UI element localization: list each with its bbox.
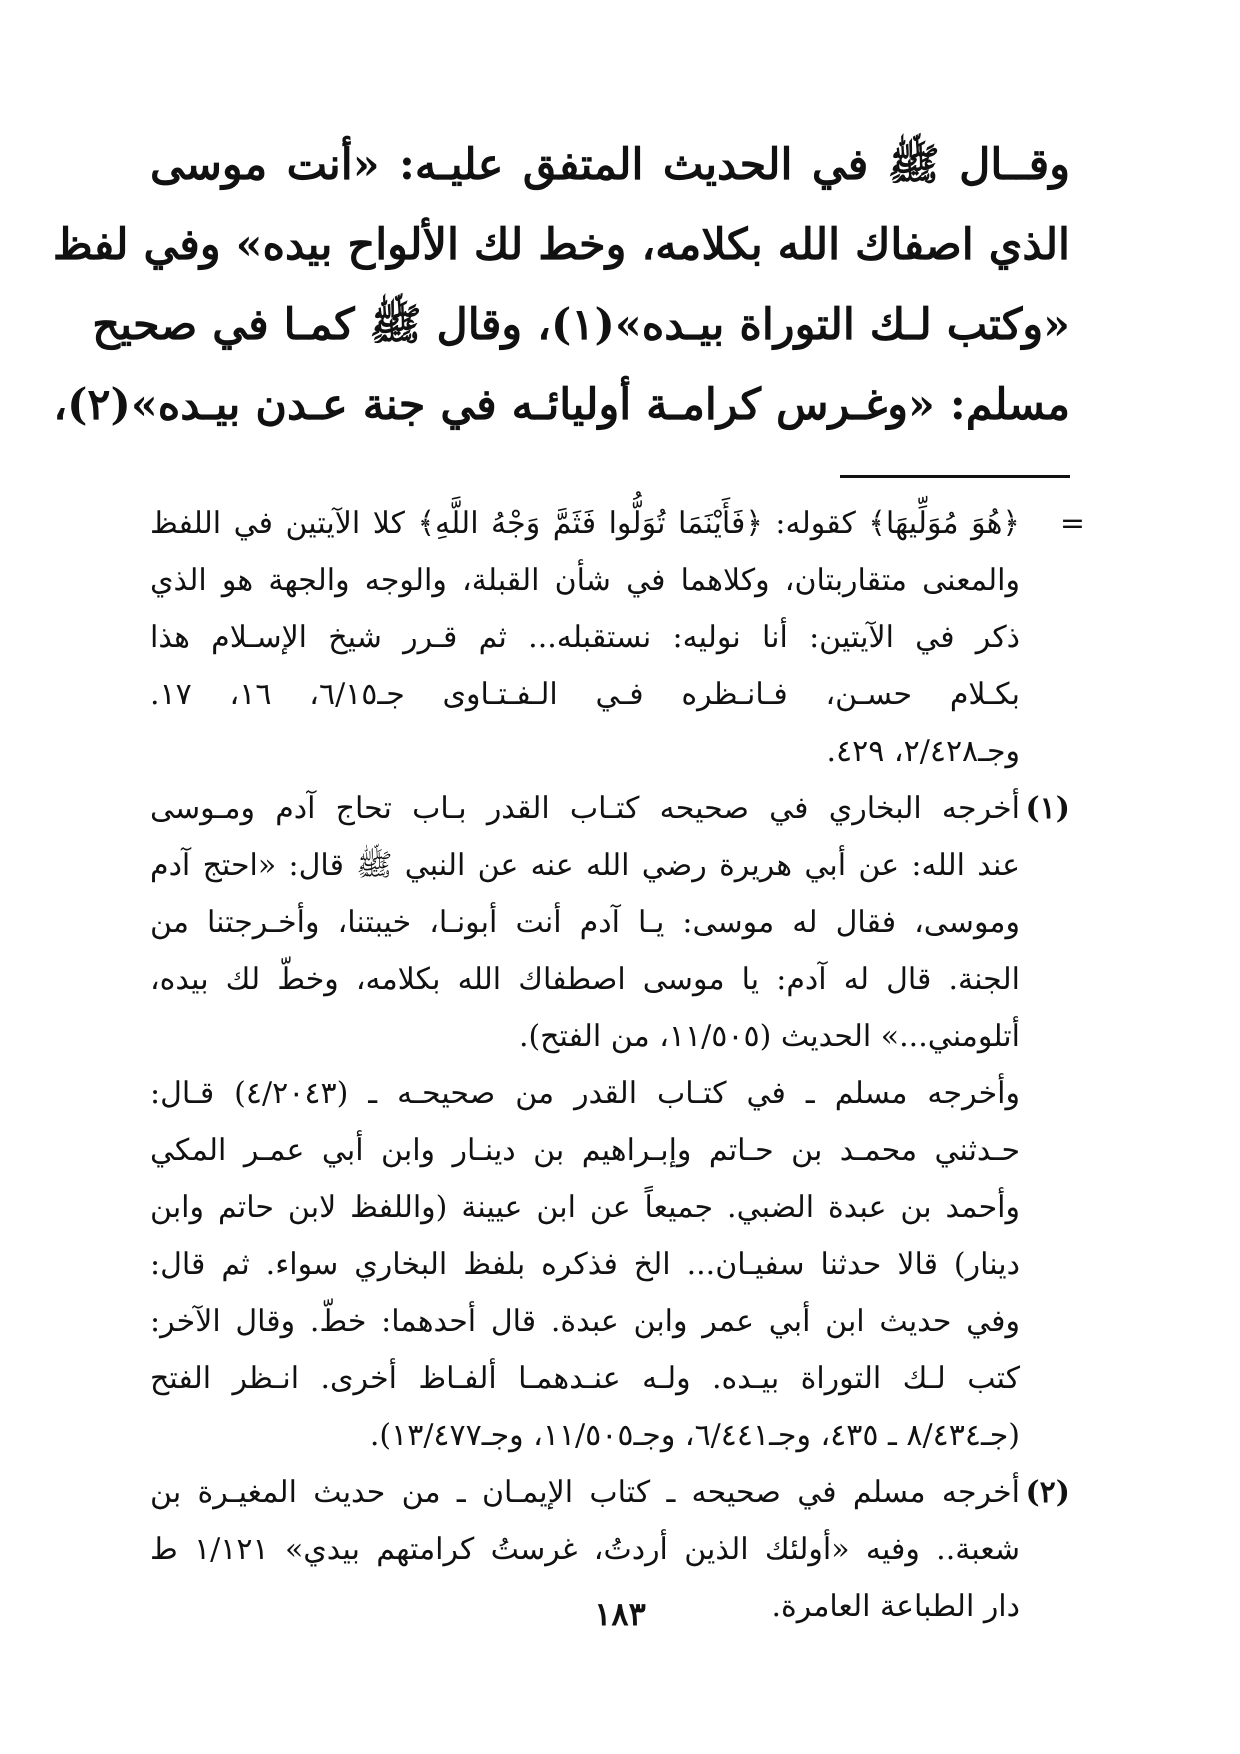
footnote-line: دينار) قالا حدثنا سفيـان... الخ فذكره بلفظ البخاري سواء. ثم قال: — [150, 1247, 1020, 1282]
footnote-line: أتلومني...» الحديث (١١/٥٠٥، من الفتح). — [518, 1019, 1020, 1054]
footnote-line: وأحمد بن عبدة الضبي. جميعاً عن ابن عيينة (واللفظ لابن حاتم وابن — [150, 1190, 1020, 1225]
footnote-line: ذكر في الآيتين: أنا نوليه: نستقبله... ثم قـرر شيخ الإسـلام هذا — [150, 620, 1020, 655]
main-text — [52, 125, 1070, 445]
footnote-line: الجنة. قال له آدم: يا موسى اصطفاك الله بكلامه، وخطّ لك بيده، — [150, 962, 1020, 997]
footnote-separator — [840, 475, 1070, 478]
footnote-line: وجـ٢/٤٢٨، ٤٢٩. — [826, 734, 1020, 769]
footnote-line: (جـ٨/٤٣٤ ـ ٤٣٥، وجـ٦/٤٤١، وجـ١١/٥٠٥، وجـ١٣/٤٧٧). — [369, 1418, 1020, 1453]
footnote-line: والمعنى متقاربتان، وكلاهما في شأن القبلة، والوجه والجهة هو الذي — [150, 563, 1020, 598]
footnote-line: دار الطباعة العامرة. — [771, 1589, 1020, 1624]
page-number: ١٨٣ — [594, 1595, 646, 1633]
continuation-marker: = — [1059, 506, 1085, 541]
footnote-line: عند الله: عن أبي هريرة رضي الله عنه عن النبي ﷺ قال: «احتج آدم — [150, 848, 1020, 883]
footnote-line: كتب لـك التوراة بيـده. ولـه عنـدهمـا ألفـاظ أخرى. انـظر الفتح — [150, 1361, 1020, 1396]
footnote-continuation — [150, 495, 1085, 780]
footnote-line: وموسى، فقال له موسى: يـا آدم أنت أبونـا، خيبتنا، وأخـرجتنا من — [150, 905, 1020, 940]
footnote-number: (٢) — [1025, 1475, 1070, 1510]
footnote-line: ﴿هُوَ مُوَلِّيهَا﴾ كقوله: ﴿فَأَيْنَمَا تُوَلُّوا فَثَمَّ وَجْهُ اللَّهِ﴾ كلا الآيتين في اللفظ — [150, 506, 1020, 541]
footnote-line: أخرجه البخاري في صحيحه كتـاب القدر بـاب تحاج آدم ومـوسى — [150, 791, 1020, 826]
main-text-line: الذي اصفاك الله بكلامه، وخط لك الألواح بيده» وفي لفظ — [52, 220, 1070, 270]
footnote-number: (١) — [1025, 791, 1070, 826]
main-text-line: «وكتب لـك التوراة بيـده»(١)، وقال ﷺ كمـا في صحيح — [92, 300, 1070, 350]
footnote-line: حـدثني محمـد بن حـاتم وإبـراهيم بن دينـار وابن أبي عمـر المكي — [150, 1133, 1020, 1168]
footnote-1 — [150, 780, 1070, 1464]
footnote-line: وفي حديث ابن أبي عمر وابن عبدة. قال أحدهما: خطّ. وقال الآخر: — [150, 1304, 1020, 1339]
footnote-line: أخرجه مسلم في صحيحه ـ كتاب الإيمـان ـ من حديث المغيـرة بن — [150, 1475, 1020, 1510]
main-text-line: وقــال ﷺ في الحديث المتفق عليـه: «أنت موسى — [150, 140, 1070, 190]
footnotes — [150, 495, 1085, 1635]
footnote-line: شعبة.. وفيه «أولئك الذين أردتُ، غرستُ كرامتهم بيدي» ١/١٢١ ط — [150, 1532, 1020, 1567]
main-text-line: مسلم: «وغـرس كرامـة أوليائـه في جنة عـدن بيـده»(٢)، — [53, 380, 1070, 430]
footnote-line: بكـلام حسـن، فـانـظره فـي الـفـتـاوى جـ٦/١٥، ١٦، ١٧. — [150, 677, 1021, 712]
footnote-line: وأخرجه مسلم ـ في كتـاب القدر من صحيحـه ـ (٤/٢٠٤٣) قـال: — [150, 1076, 1020, 1111]
